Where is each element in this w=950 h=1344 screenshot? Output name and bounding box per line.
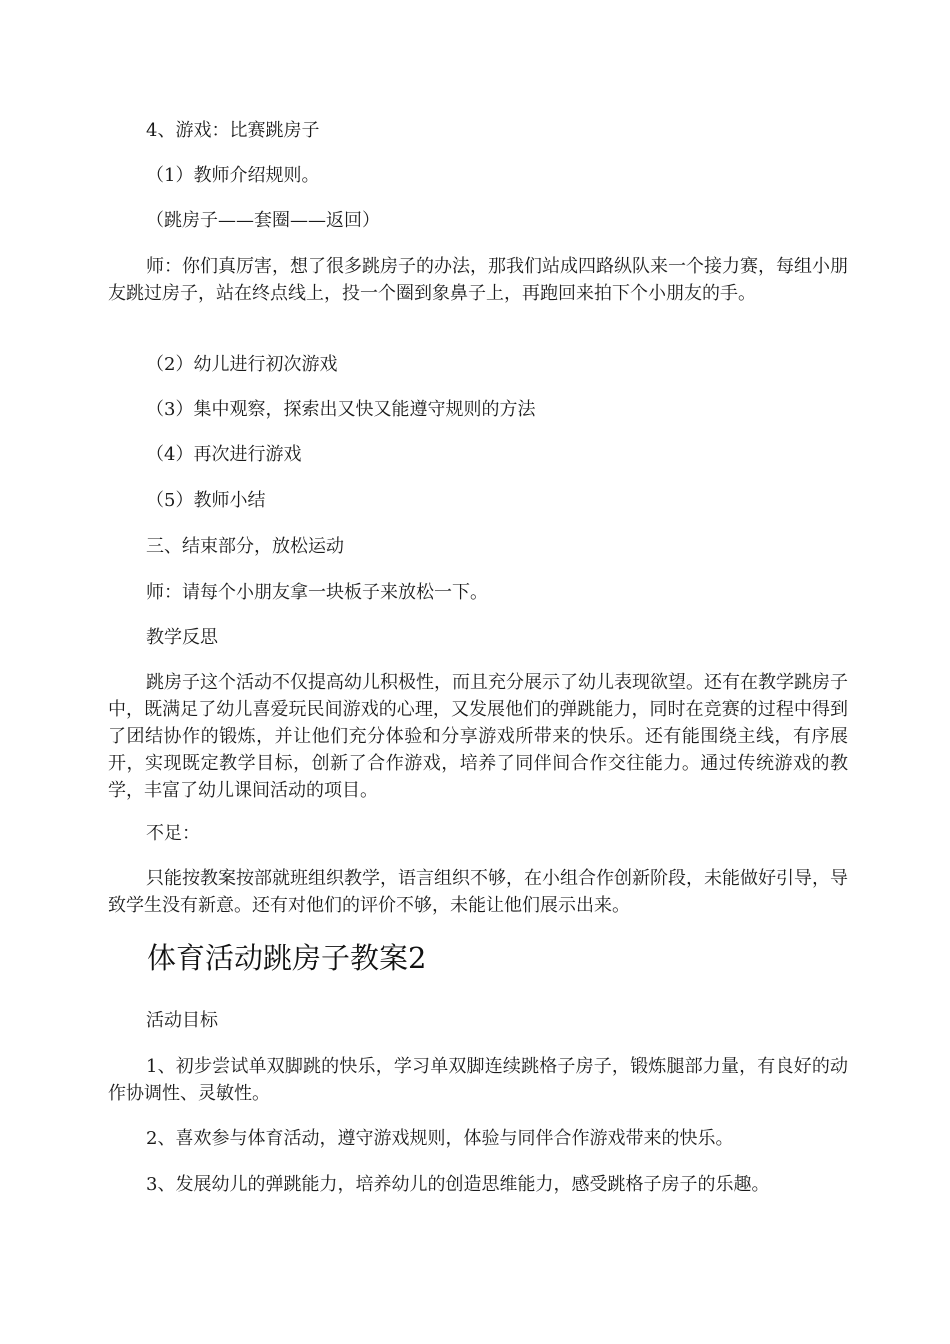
section-heading: 体育活动跳房子教案2: [147, 941, 427, 975]
paragraph-objectives-title: 活动目标: [146, 1010, 218, 1031]
paragraph-rule-intro: （1）教师介绍规则。: [146, 165, 320, 186]
paragraph-objective-1: 1、初步尝试单双脚跳的快乐，学习单双脚连续跳格子房子，锻炼腿部力量，有良好的动作协调性、灵敏性。: [108, 1056, 848, 1104]
paragraph-step-3: （3）集中观察，探索出又快又能遵守规则的方法: [146, 399, 536, 420]
paragraph-relax: 师：请每个小朋友拿一块板子来放松一下。: [146, 582, 488, 603]
paragraph-rule-sequence: （跳房子——套圈——返回）: [146, 210, 380, 231]
paragraph-ending-section: 三、结束部分，放松运动: [146, 536, 344, 557]
paragraph-reflection-body: 跳房子这个活动不仅提高幼儿积极性，而且充分展示了幼儿表现欲望。还有在教学跳房子中，既满足了幼儿喜爱玩民间游戏的心理，又发展他们的弹跳能力，同时在竞赛的过程中得到了团结协作的锻炼，并让他们充分体验和分享游戏所带来的快乐。还有能围绕主线，有序展开，实现既定教学目标，创新了合作游戏，培养了同伴间合作交往能力。通过传统游戏的教学，丰富了幼儿课间活动的项目。: [108, 672, 848, 801]
paragraph-objective-2: 2、喜欢参与体育活动，遵守游戏规则，体验与同伴合作游戏带来的快乐。: [146, 1128, 734, 1149]
paragraph-objective-3: 3、发展幼儿的弹跳能力，培养幼儿的创造思维能力，感受跳格子房子的乐趣。: [146, 1174, 770, 1195]
paragraph-reflection-title: 教学反思: [146, 627, 218, 648]
paragraph-step-2: （2）幼儿进行初次游戏: [146, 354, 338, 375]
paragraph-step-5: （5）教师小结: [146, 490, 266, 511]
paragraph-game-title: 4、游戏：比赛跳房子: [146, 120, 320, 141]
paragraph-teacher-instruction: 师：你们真厉害，想了很多跳房子的办法，那我们站成四路纵队来一个接力赛，每组小朋友跳过房子，站在终点线上，投一个圈到象鼻子上，再跑回来拍下个小朋友的手。: [108, 256, 848, 304]
paragraph-shortcomings-title: 不足：: [146, 823, 200, 844]
paragraph-step-4: （4）再次进行游戏: [146, 444, 302, 465]
paragraph-shortcomings-body: 只能按教案按部就班组织教学，语言组织不够，在小组合作创新阶段，未能做好引导，导致学生没有新意。还有对他们的评价不够，未能让他们展示出来。: [108, 868, 848, 916]
